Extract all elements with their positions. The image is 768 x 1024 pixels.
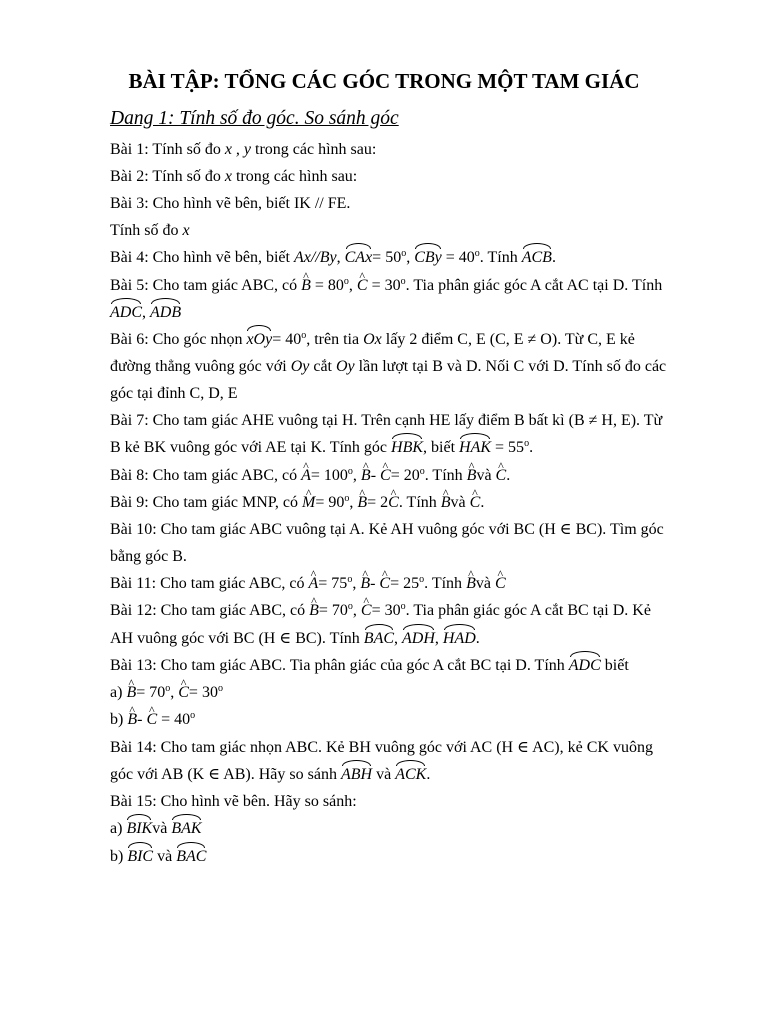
exercise-12-line: Bài 12: Cho tam giác ABC, có ^ $B= 70^o$, ^ $C= 30^o$. Tia phân giác góc A cắt BC tại D. Kẻ [110,597,651,624]
exercise-15-line: Bài 15: Cho hình vẽ bên. Hãy so sánh: [110,793,357,810]
exercise-7-line: Bài 7: Cho tam giác AHE vuông tại H. Trên cạnh HE lấy điểm B bất kì (B ≠ H, E). Từ [110,412,663,429]
exercise-10-line-2: bằng góc B. [110,548,187,565]
exercise-3-line: Bài 3: Cho hình vẽ bên, biết IK // FE. [110,195,351,212]
exercise-14-line-2: góc với AB (K ∈ AB). Hãy so sánh ABH và ACK. [110,761,430,788]
exercise-9-line: Bài 9: Cho tam giác MNP, có ^ $M= 90^o$, ^ B= 2^ C. Tính ^ Bvà ^ C. [110,489,484,516]
exercise-6-line-2: đường thẳng vuông góc với Oy cắt Oy lần lượt tại B và D. Nối C với D. Tính số đo các [110,358,667,375]
exercise-1-line: Bài 1: Tính số đo x , y trong các hình sau: [110,141,377,158]
exercise-13-part-a: a) ^ $B= 70^o$, ^ $C= 30^o$ [110,679,223,706]
page-title: BÀI TẬP: TỔNG CÁC GÓC TRONG MỘT TAM GIÁC [128,69,640,93]
exercise-6-line: Bài 6: Cho góc nhọn $xOy= 40^o$, trên tia Ox lấy 2 điểm C, E (C, E ≠ O). Từ C, E kẻ [110,326,635,353]
exercise-14-line: Bài 14: Cho tam giác nhọn ABC. Kẻ BH vuông góc với AC (H ∈ AC), kẻ CK vuông [110,739,653,756]
exercise-13-part-b: b) ^ B- ^ $C = 40^o$ [110,706,195,733]
exercise-10-line: Bài 10: Cho tam giác ABC vuông tại A. Kẻ AH vuông góc với BC (H ∈ BC). Tìm góc [110,521,664,538]
exercise-15-part-a: a) BIKvà BAK [110,815,202,842]
exercise-5-line: Bài 5: Cho tam giác ABC, có ^ $B = 80^o$, ^ $C = 30^o$. Tia phân giác góc A cắt AC tại D. Tính [110,272,662,299]
exercise-13-line: Bài 13: Cho tam giác ABC. Tia phân giác của góc A cắt BC tại D. Tính ADC biết [110,652,629,679]
exercise-8-line: Bài 8: Cho tam giác ABC, có ^ $A= 100^o$, ^ B- ^ $C= 20^o$. Tính ^ Bvà ^ C. [110,462,510,489]
section-heading: Dang 1: Tính số đo góc. So sánh góc [110,108,399,129]
exercise-7-line-2: B kẻ BK vuông góc với AE tại K. Tính góc HBK, biết HAK = $55^o$. [110,434,533,461]
exercise-5-line-2: ADC, ADB [110,299,181,326]
exercise-15-part-b: b) BIC và BAC [110,843,206,870]
exercise-2-line: Bài 2: Tính số đo x trong các hình sau: [110,168,358,185]
exercise-11-line: Bài 11: Cho tam giác ABC, có ^ $A= 75^o$, ^ B- ^ $C= 25^o$. Tính ^ Bvà ^ C [110,570,506,597]
exercise-3-line-2: Tính số đo x [110,222,190,239]
exercise-6-line-3: góc tại đỉnh C, D, E [110,385,238,402]
exercise-4-line: Bài 4: Cho hình vẽ bên, biết Ax//By, $CAx= 50^o$, CBy = $40^o$. Tính ACB. [110,244,556,271]
exercise-12-line-2: AH vuông góc với BC (H ∈ BC). Tính BAC, ADH, HAD. [110,625,480,652]
